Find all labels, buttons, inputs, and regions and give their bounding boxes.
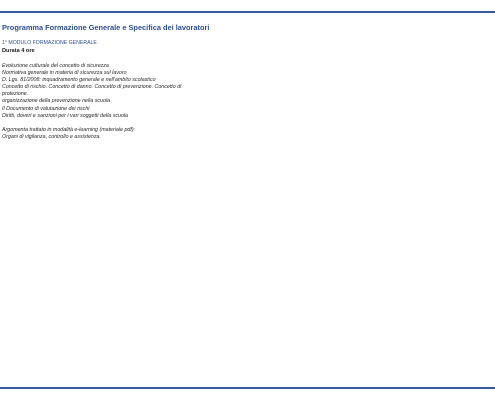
- e-learning-note: [2, 127, 482, 141]
- bottom-rule: [0, 387, 495, 389]
- module-duration: Durata 4 ore: [2, 48, 35, 54]
- module-heading: 1° MODULO FORMAZIONE GENERALE: [2, 40, 97, 46]
- topic-line: Evoluzione culturale del concetto di sicurezza: [2, 63, 109, 69]
- topic-line: protezione.: [2, 91, 29, 98]
- document-title: Programma Formazione Generale e Specifica dei lavoratori: [2, 23, 210, 32]
- topic-line: Concetto di rischio. Concetto di danno. Concetto di prevenzione. Concetto di: [2, 84, 182, 91]
- topic-line: D. Lgs. 81/2008: inquadramento generale e nell'ambito scolastico: [2, 77, 156, 84]
- document-content: [2, 23, 482, 141]
- topic-line: Normativa generale in materia di sicurezza sul lavoro: [2, 70, 127, 77]
- topic-line: Il Documento di valutazione dei rischi: [2, 105, 90, 112]
- topic-line: organizzazione della prevenzione nella scuola: [2, 98, 111, 105]
- note-line: Organi di vigilanza, controllo e assistenza.: [2, 133, 101, 140]
- top-rule: [0, 11, 495, 13]
- note-line: Argomenta trattato in modalità e-learning (materiale pdf):: [2, 126, 136, 133]
- topic-line: Diritti, doveri e sanzioni per i vari soggetti della scuola: [2, 112, 129, 119]
- topics-list: [2, 63, 482, 120]
